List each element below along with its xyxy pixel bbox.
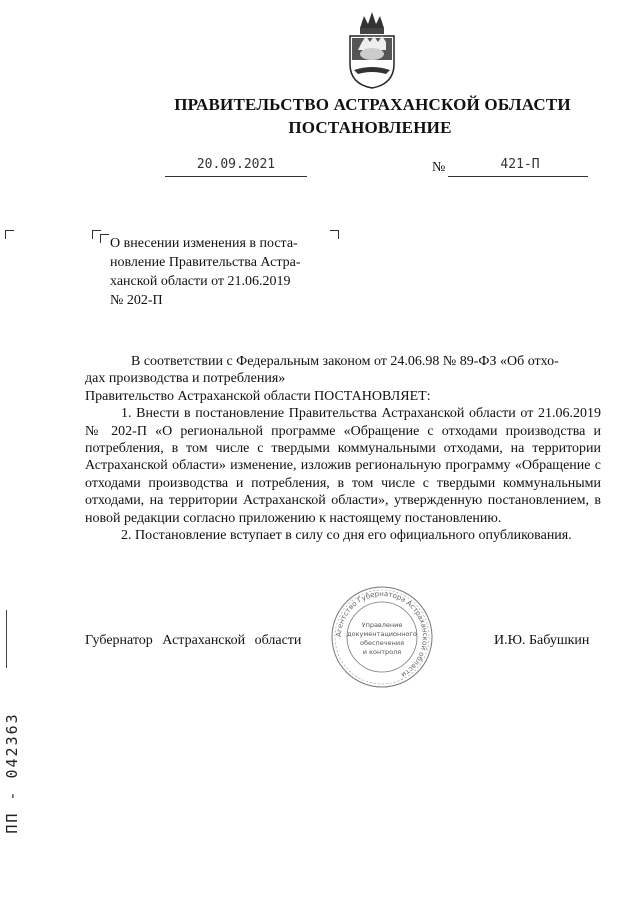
corner-mark <box>330 230 339 239</box>
serial-number: ПП - 042363 <box>3 712 21 834</box>
stamp-line: Управление <box>361 621 403 629</box>
document-number: 421-П <box>500 157 540 172</box>
subject-line: новление Правительства Астра- <box>110 255 301 270</box>
stamp-ring-text: Агентство Губернатора Астраханской области <box>334 589 430 679</box>
stamp-line: и контроля <box>362 648 402 656</box>
document-date: 20.09.2021 <box>196 157 276 172</box>
coat-of-arms-icon <box>346 8 398 90</box>
document-body <box>85 353 601 544</box>
date-underline <box>165 176 307 177</box>
stamp-line: обеспечения <box>359 639 405 647</box>
preamble-line: В соответствии с Федеральным законом от 24.06.98 № 89-ФЗ «Об отхо- <box>131 354 559 369</box>
number-label: № <box>432 160 446 175</box>
number-underline <box>448 176 588 177</box>
margin-rule <box>6 610 7 668</box>
stamp-line: документационного <box>347 630 417 638</box>
document-type: ПОСТАНОВЛЕНИЕ <box>288 118 452 137</box>
subject-line: ханской области от 21.06.2019 <box>110 274 291 289</box>
organization-title: ПРАВИТЕЛЬСТВО АСТРАХАНСКОЙ ОБЛАСТИ <box>174 95 571 114</box>
document-subject <box>110 234 325 310</box>
subject-line: № 202-П <box>110 293 163 308</box>
signatory-position: Губернатор Астраханской области <box>85 633 302 648</box>
official-stamp <box>330 585 434 689</box>
item-2: 2. Постановление вступает в силу со дня его официального опубликования. <box>121 528 572 544</box>
resolves-line: Правительство Астраханской области ПОСТАНОВЛЯЕТ: <box>85 388 431 404</box>
corner-mark <box>5 230 14 239</box>
subject-line: О внесении изменения в поста- <box>110 236 298 251</box>
preamble-line: дах производства и потребления» <box>85 371 286 387</box>
corner-mark <box>100 234 109 243</box>
item-1: 1. Внести в постановление Правительства Астраханской области от 21.06.2019 № 202-П «О региональной программе «Обращение с отходами производства и потребления, в том числе с твердыми коммунальными отходами, на территории Астраханской области» изменение, изложив региональную программу «Обращение с отходами производства и потребления, в том числе с твердыми коммунальными отходами, на территории Астраханской области», утвержденную постановлением, в новой редакции согласно приложению к настоящему постановлению. <box>85 406 601 526</box>
signatory-name: И.Ю. Бабушкин <box>494 633 590 648</box>
